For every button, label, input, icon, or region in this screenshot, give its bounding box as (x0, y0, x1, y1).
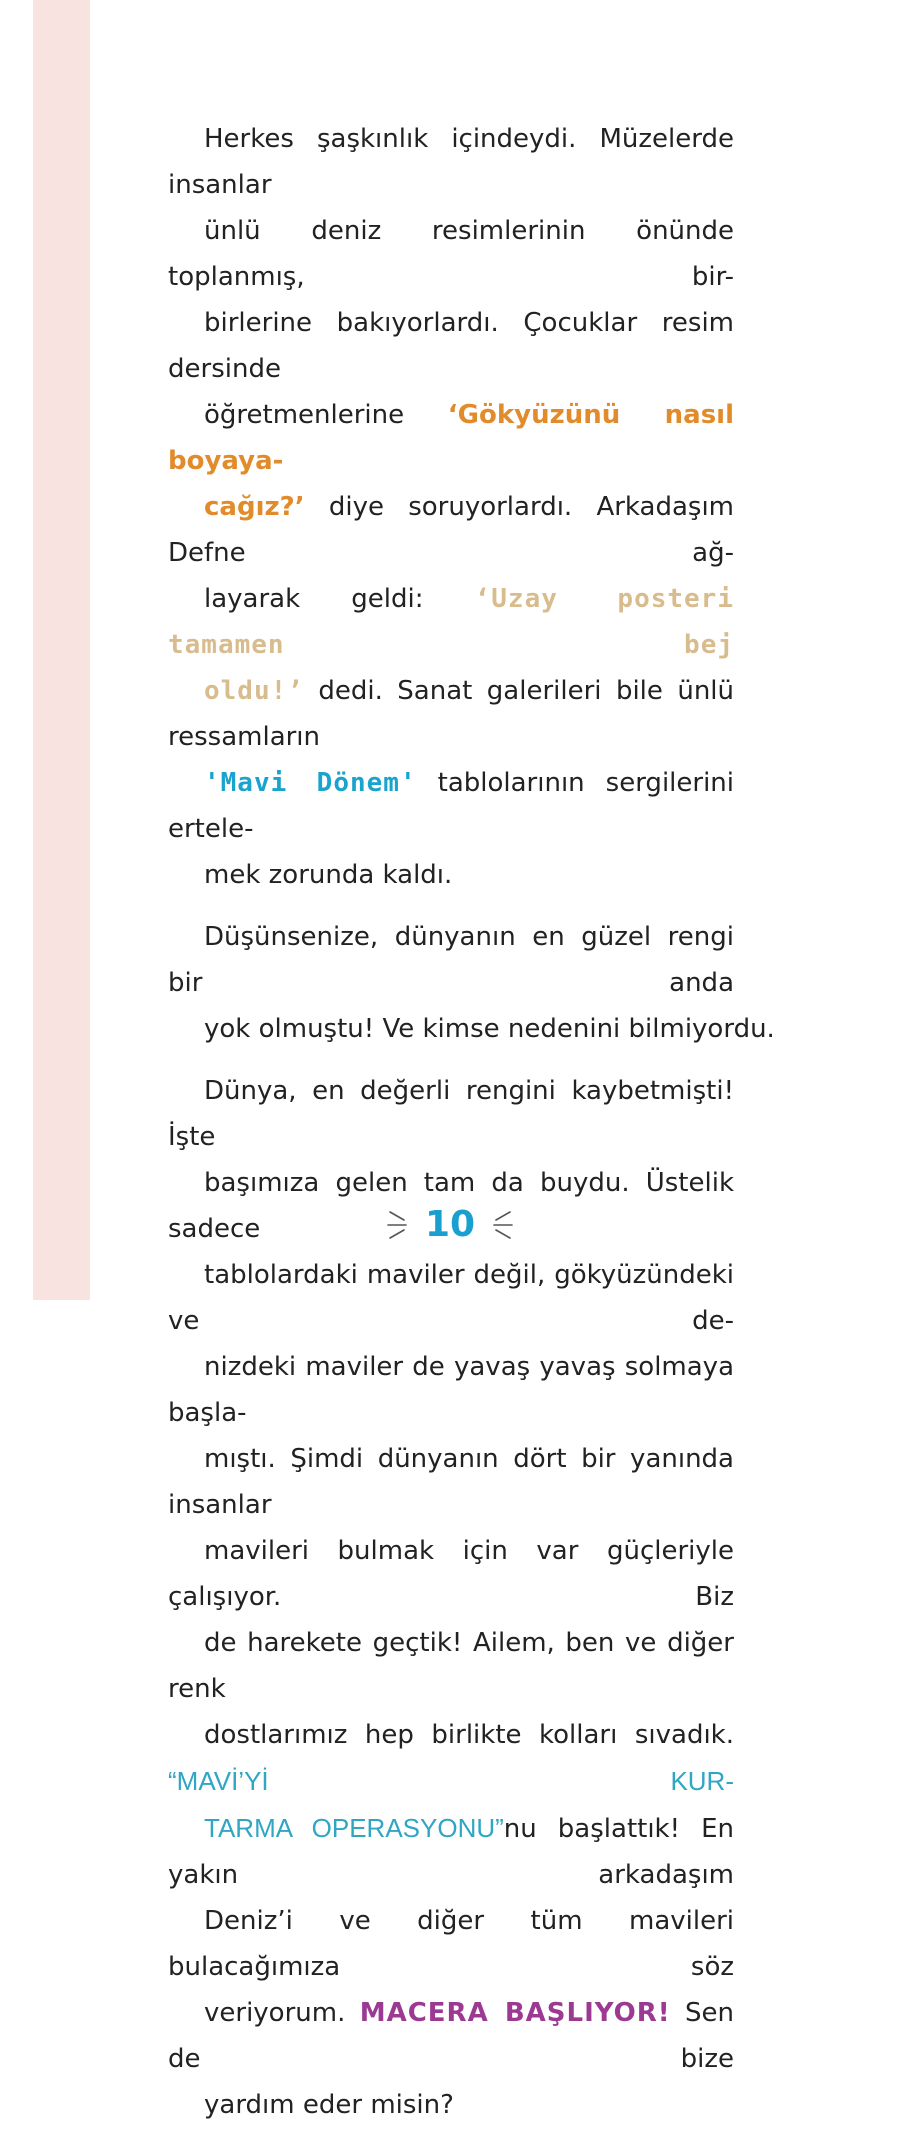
paragraph-2 (168, 914, 775, 1052)
left-burst-icon (386, 1208, 412, 1242)
highlight-orange-quote: ‘Gökyüzünü nasıl boyaya- (168, 400, 734, 476)
text-line (168, 484, 734, 576)
page-number-footer (0, 1204, 900, 1245)
text-line: yok olmuştu! Ve kimse nedenini bilmiyordu. (204, 1014, 775, 1044)
highlight-blue-title: 'Mavi Dönem' (204, 768, 417, 798)
text-line (168, 668, 734, 760)
text-segment: dedi. Sanat galerileri bile ünlü ressamların (168, 676, 734, 752)
text-line: tablolardaki maviler değil, gökyüzündeki ve de- (168, 1260, 734, 1336)
right-burst-icon (488, 1208, 514, 1242)
text-line: Düşünsenize, dünyanın en güzel rengi bir anda (168, 922, 734, 998)
text-line: mavileri bulmak için var güçleriyle çalışıyor. Biz (168, 1536, 734, 1612)
text-line: Dünya, en değerli rengini kaybetmişti! İşte (168, 1076, 734, 1152)
text-line: ünlü deniz resimlerinin önünde toplanmış, bir- (168, 216, 734, 292)
text-line (168, 392, 734, 484)
highlight-orange-quote: cağız?’ (204, 492, 305, 522)
highlight-teal-operation: TARMA OPERASYONU” (204, 1813, 504, 1843)
text-segment: dostlarımız hep birlikte kolları sıvadık. (204, 1720, 734, 1750)
text-line: Herkes şaşkınlık içindeydi. Müzelerde insanlar (168, 124, 734, 200)
text-line: de harekete geçtik! Ailem, ben ve diğer renk (168, 1628, 734, 1704)
text-segment: veriyorum. (204, 1998, 360, 2028)
text-segment: öğretmenlerine (204, 400, 448, 430)
text-line (168, 576, 734, 668)
text-line (168, 1712, 734, 1805)
text-line: başımıza gelen tam da buydu. Üstelik sadece (168, 1168, 734, 1244)
text-line: yardım eder misin? (204, 2090, 454, 2120)
text-line (168, 1990, 734, 2082)
highlight-teal-operation: “MAVİ’Yİ KUR- (168, 1766, 734, 1796)
story-text (168, 116, 775, 2144)
text-line (168, 1805, 734, 1898)
text-line (168, 760, 734, 852)
text-line: Deniz’i ve diğer tüm mavileri bulacağımıza söz (168, 1906, 734, 1982)
highlight-beige-quote: oldu!’ (204, 676, 304, 706)
text-line: nizdeki maviler de yavaş yavaş solmaya başla- (168, 1352, 734, 1428)
text-segment: diye soruyorlardı. Arkadaşım Defne ağ- (168, 492, 734, 568)
text-segment: layarak geldi: (204, 584, 475, 614)
decorative-margin-band (0, 0, 90, 1300)
paragraph-1 (168, 116, 734, 898)
text-line: birlerine bakıyorlardı. Çocuklar resim dersinde (168, 308, 734, 384)
page-number: 10 (424, 1204, 476, 1245)
text-segment: nu başlattık! En yakın arkadaşım (168, 1814, 734, 1890)
text-line: mıştı. Şimdi dünyanın dört bir yanında insanlar (168, 1444, 734, 1520)
text-segment: Sen de bize (168, 1998, 734, 2074)
highlight-purple-adventure: MACERA BAŞLIYOR! (359, 1998, 671, 2028)
text-line: mek zorunda kaldı. (204, 860, 453, 890)
highlight-beige-quote: ‘Uzay posteri tamamen bej (168, 584, 734, 660)
text-segment: tablolarının sergilerini ertele- (168, 768, 734, 844)
